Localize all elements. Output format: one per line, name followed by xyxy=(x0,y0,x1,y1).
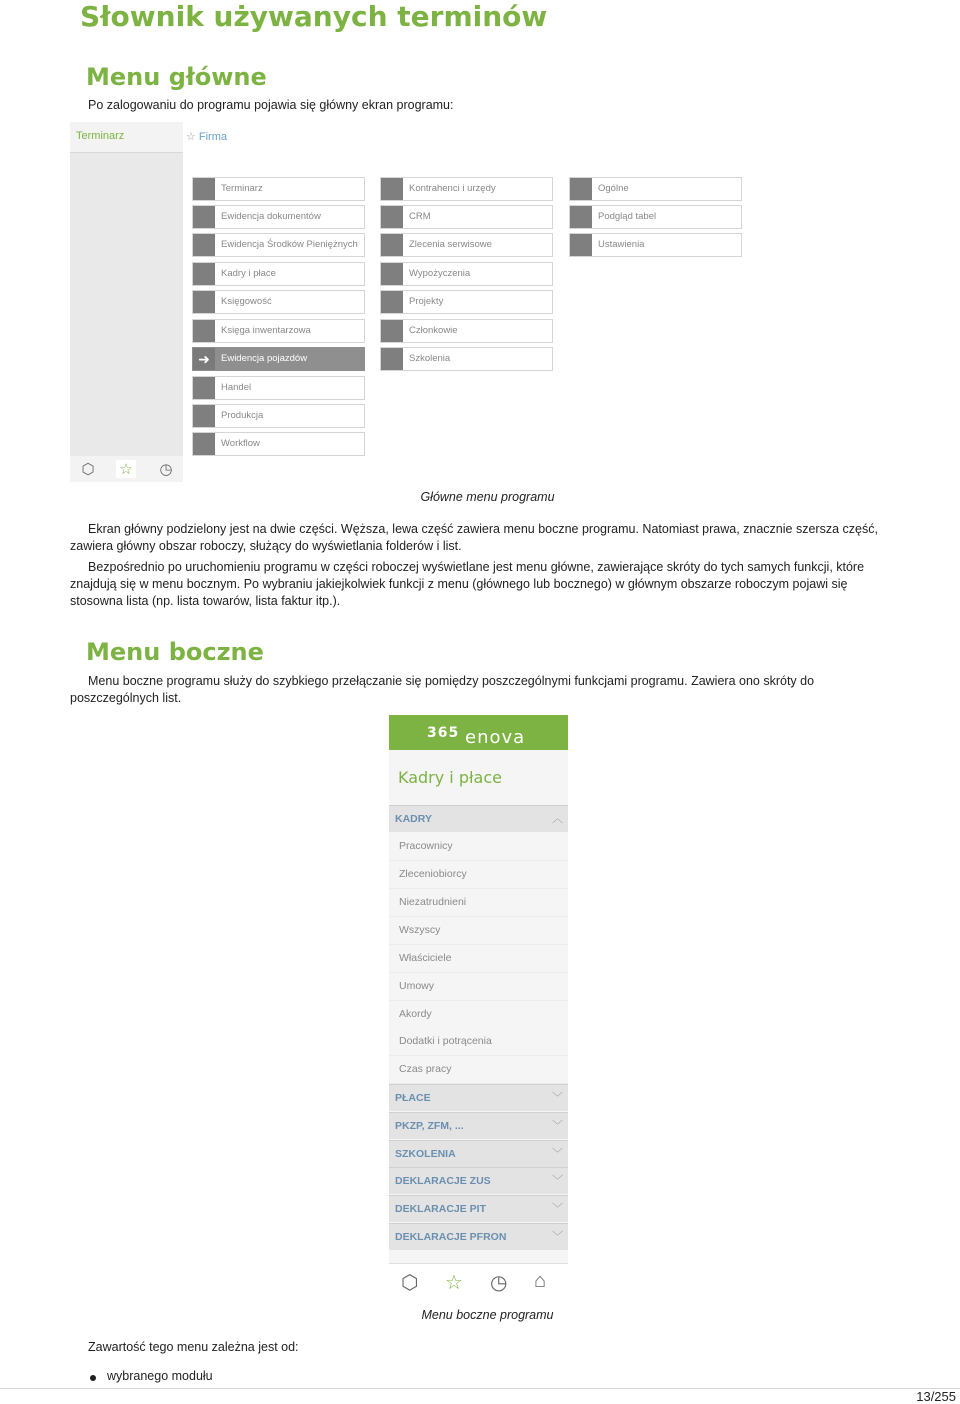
content-label xyxy=(70,1339,885,1356)
menu-tile[interactable] xyxy=(192,432,365,456)
menu-tile[interactable] xyxy=(380,177,553,201)
list-item[interactable] xyxy=(389,1001,568,1029)
brand-suffix: 365 xyxy=(427,725,460,741)
brand-bar xyxy=(389,715,568,750)
tile-icon xyxy=(570,206,592,228)
menu-tile[interactable] xyxy=(380,319,553,343)
paragraph-1 xyxy=(70,521,885,555)
menu-tile[interactable] xyxy=(192,233,365,257)
tile-label: Produkcja xyxy=(221,410,264,421)
tile-label: Ewidencja pojazdów xyxy=(221,353,308,364)
chevron-down-icon: ﹀ xyxy=(552,1148,563,1160)
tile-label: Członkowie xyxy=(409,325,458,336)
menu-tile-active[interactable] xyxy=(192,347,365,371)
tile-label: Księgowość xyxy=(221,296,272,307)
arrow-right-icon: ➜ xyxy=(193,348,215,370)
list-item-label: Akordy xyxy=(399,1008,432,1020)
list-item-label: Wszyscy xyxy=(399,924,441,936)
list-item-label: Umowy xyxy=(399,980,435,992)
menu-tile[interactable] xyxy=(192,319,365,343)
tab-terminarz-label: Terminarz xyxy=(76,130,125,142)
tile-label: Zlecenia serwisowe xyxy=(409,239,492,250)
page-heading: Słownik używanych terminów xyxy=(80,0,548,33)
tile-label: Szkolenia xyxy=(409,353,451,364)
paragraph-2 xyxy=(70,559,885,610)
tab-firma-label: Firma xyxy=(198,131,227,143)
section-title-menu-boczne: Menu boczne xyxy=(86,638,264,666)
tile-label: Podgląd tabel xyxy=(598,211,657,222)
brand-logo xyxy=(427,721,526,748)
main-menu-screenshot xyxy=(70,122,750,482)
menu-tile[interactable] xyxy=(569,177,742,201)
star-icon[interactable]: ☆ xyxy=(116,460,136,478)
tile-label: Workflow xyxy=(221,438,260,449)
tile-icon xyxy=(193,178,215,200)
menu-tile[interactable] xyxy=(380,262,553,286)
list-item-label: Dodatki i potrącenia xyxy=(399,1035,492,1047)
chevron-down-icon: ﹀ xyxy=(552,1203,563,1215)
tile-icon xyxy=(193,206,215,228)
list-item[interactable] xyxy=(389,861,568,889)
paragraph-3 xyxy=(70,673,885,707)
list-item-label: Czas pracy xyxy=(399,1063,452,1075)
menu-tile[interactable] xyxy=(192,376,365,400)
chevron-up-icon: ︿ xyxy=(552,813,563,825)
tile-icon xyxy=(193,263,215,285)
footer-divider xyxy=(0,1388,960,1389)
list-item[interactable] xyxy=(389,833,568,861)
paragraph-1-text: Ekran główny podzielony jest na dwie części. Węższa, lewa część zawiera menu boczne programu. Natomiast prawa, znacznie szersza część, zawiera główny obszar roboczy, służący do wyświetlania folderów i list. xyxy=(70,522,878,553)
tile-icon xyxy=(381,320,403,342)
caption-side-menu: Menu boczne programu xyxy=(421,1308,554,1322)
tile-label: Ewidencja dokumentów xyxy=(221,211,321,222)
clock-icon[interactable]: ◷ xyxy=(159,461,173,478)
tile-icon xyxy=(381,234,403,256)
section-title-menu-glowne: Menu główne xyxy=(86,63,267,91)
list-item-label: Pracownicy xyxy=(399,840,453,852)
tile-label: Kontrahenci i urzędy xyxy=(409,183,496,194)
section-header[interactable] xyxy=(389,1112,568,1139)
paragraph-2-text: Bezpośrednio po uruchomieniu programu w części roboczej wyświetlane jest menu główne, zawierające skróty do tych samych funkcji, które znajdują się w menu bocznym. Po wybraniu jakiejkolwiek funkcji z menu (głównego lub bocznego) w głównym obszarze roboczym pojawi się stosowna lista (np. lista towarów, lista faktur itp.). xyxy=(70,560,865,608)
section-label: SZKOLENIA xyxy=(395,1148,456,1160)
paragraph-3-text: Menu boczne programu służy do szybkiego przełączanie się pomiędzy poszczególnymi funkcjami programu. Zawiera ono skróty do poszczególnych list. xyxy=(70,674,815,705)
tile-icon xyxy=(381,291,403,313)
tile-icon xyxy=(193,291,215,313)
bullet-item xyxy=(90,1369,213,1383)
page-number: 13/255 xyxy=(916,1389,956,1404)
chevron-down-icon: ﹀ xyxy=(552,1175,563,1187)
list-item[interactable] xyxy=(389,973,568,1001)
tile-label: Handel xyxy=(221,382,252,393)
menu-tile[interactable] xyxy=(380,347,553,371)
box-icon[interactable]: ⬡ xyxy=(401,1272,419,1294)
section-label: PŁACE xyxy=(395,1092,431,1104)
list-item[interactable] xyxy=(389,889,568,917)
tile-label: Terminarz xyxy=(221,183,263,194)
tile-label: CRM xyxy=(409,211,431,222)
tab-firma[interactable] xyxy=(186,130,227,143)
side-menu-toolbar xyxy=(389,1263,568,1300)
menu-tile[interactable] xyxy=(569,233,742,257)
section-label: DEKLARACJE PFRON xyxy=(395,1231,507,1243)
intro-text: Po zalogowaniu do programu pojawia się główny ekran programu: xyxy=(88,98,454,112)
list-item[interactable] xyxy=(389,945,568,973)
section-label: KADRY xyxy=(395,813,432,825)
tile-icon xyxy=(193,433,215,455)
tile-icon xyxy=(570,178,592,200)
tag-icon[interactable]: ⌂ xyxy=(534,1270,547,1292)
tile-icon xyxy=(193,320,215,342)
bullet-item-text: wybranego modułu xyxy=(107,1369,213,1383)
tile-label: Księga inwentarzowa xyxy=(221,325,311,336)
list-item-label: Właściciele xyxy=(399,952,452,964)
menu-tile[interactable] xyxy=(380,205,553,229)
section-header[interactable] xyxy=(389,1195,568,1222)
tile-label: Projekty xyxy=(409,296,444,307)
star-icon[interactable]: ☆ xyxy=(445,1272,463,1294)
intro-paragraph xyxy=(70,97,885,114)
tile-label: Ogólne xyxy=(598,183,629,194)
menu-tile[interactable] xyxy=(569,205,742,229)
caption-main-menu: Główne menu programu xyxy=(420,490,555,504)
tab-terminarz[interactable] xyxy=(70,122,183,153)
section-header[interactable] xyxy=(389,1084,568,1111)
side-menu-screenshot xyxy=(389,715,568,1300)
section-header-open[interactable] xyxy=(389,805,568,832)
menu-tile[interactable] xyxy=(380,233,553,257)
tile-icon xyxy=(381,206,403,228)
tile-label: Ewidencja Środków Pieniężnych xyxy=(221,239,358,250)
section-label: DEKLARACJE PIT xyxy=(395,1203,487,1215)
menu-tile[interactable] xyxy=(380,290,553,314)
tile-label: Ustawienia xyxy=(598,239,645,250)
side-panel xyxy=(70,122,183,480)
list-item[interactable] xyxy=(389,1056,568,1084)
tile-icon xyxy=(193,377,215,399)
content-label-text: Zawartość tego menu zależna jest od: xyxy=(88,1340,299,1354)
menu-tile[interactable] xyxy=(192,205,365,229)
list-item-label: Zleceniobiorcy xyxy=(399,868,467,880)
tile-label: Kadry i płace xyxy=(221,268,276,279)
box-icon[interactable]: ⬡ xyxy=(81,461,95,478)
list-item[interactable] xyxy=(389,917,568,945)
brand-name: enova xyxy=(465,727,526,748)
section-header[interactable] xyxy=(389,1140,568,1167)
tile-icon xyxy=(193,405,215,427)
list-item-label: Niezatrudnieni xyxy=(399,896,467,908)
tile-icon xyxy=(381,178,403,200)
menu-tile[interactable] xyxy=(192,177,365,201)
menu-tile[interactable] xyxy=(192,262,365,286)
side-panel-toolbar xyxy=(70,456,183,482)
tile-label: Wypożyczenia xyxy=(409,268,471,279)
section-label: DEKLARACJE ZUS xyxy=(395,1175,491,1187)
menu-tile[interactable] xyxy=(192,404,365,428)
section-header[interactable] xyxy=(389,1223,568,1250)
section-label: PKZP, ZFM, ... xyxy=(395,1120,464,1132)
chevron-down-icon: ﹀ xyxy=(552,1231,563,1243)
chevron-down-icon: ﹀ xyxy=(552,1092,563,1104)
clock-icon[interactable]: ◷ xyxy=(490,1272,508,1294)
chevron-down-icon: ﹀ xyxy=(552,1120,563,1132)
tile-icon xyxy=(193,234,215,256)
tile-icon xyxy=(570,234,592,256)
menu-tile[interactable] xyxy=(192,290,365,314)
list-item[interactable] xyxy=(389,1028,568,1056)
tile-icon xyxy=(381,348,403,370)
tile-icon xyxy=(381,263,403,285)
section-header[interactable] xyxy=(389,1167,568,1194)
module-title: Kadry i płace xyxy=(398,768,502,787)
star-outline-icon: ☆ xyxy=(186,131,196,143)
